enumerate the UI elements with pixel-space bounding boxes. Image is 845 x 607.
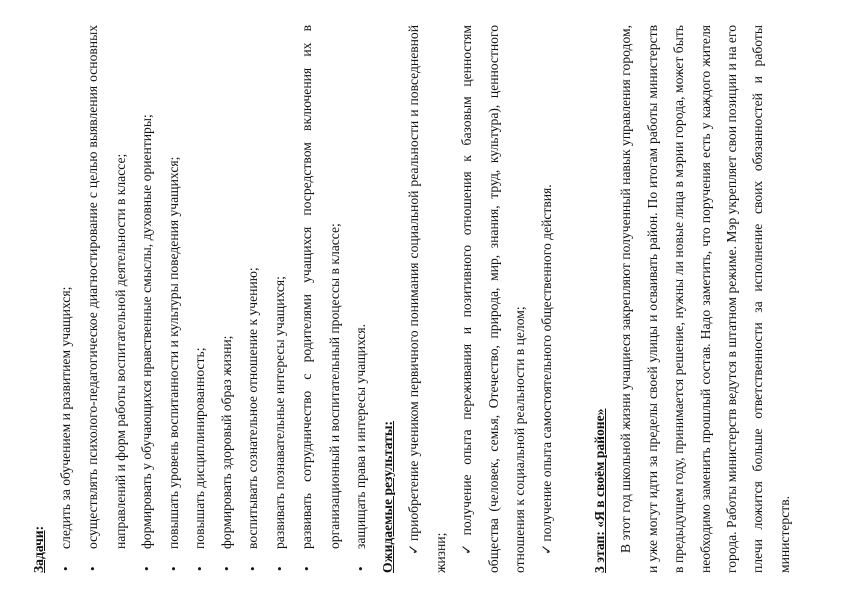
task-item: • повышать уровень воспитанности и культуры поведения учащихся; <box>161 25 188 573</box>
result-item <box>534 25 561 573</box>
tasks-section <box>26 25 375 573</box>
task-item: • развивать познавательные интересы учащихся; <box>267 25 294 573</box>
check-icon: ✓ <box>459 537 474 555</box>
results-heading: Ожидаемые результаты: <box>379 420 395 573</box>
result-item-text: приобретение учеником первичного понимания социальной реальности и повседневной жизни; <box>406 25 448 573</box>
task-item: • защищать права и интересы учащихся. <box>348 25 375 573</box>
task-item: • следить за обучением и развитием учащихся; <box>53 25 80 573</box>
stage3-section <box>587 25 798 573</box>
tasks-list <box>53 25 375 573</box>
task-item: • развивать сотрудничество с родителями учащихся посредством включения их в организационный и воспитательный процессы в классе; <box>293 25 348 573</box>
check-icon: ✓ <box>406 542 421 555</box>
document-content <box>26 25 798 573</box>
task-item: • формировать у обучающихся нравственные смыслы, духовные ориентиры; <box>134 25 161 573</box>
stage3-paragraph: В этот год школьной жизни учащиеся закрепляют полученный навык управления городом, и уже могут идти за пределы своей улицы и осваивать район. По итогам работы министерств в предыдущем году, принимается решение, нужны ли новые лица в мэрии города, может быть необходимо заменить прошлый состав. Надо заметить, что поручения есть у каждого жителя города. Работы министерств ведутся в штатном режиме. Мэр укрепляет свои позиции и на его плечи ложится больше ответственности за исполнение своих обязанностей и работы министерств. <box>618 25 792 573</box>
task-item: • формировать здоровый образ жизни; <box>214 25 241 573</box>
task-item: • повышать дисциплинированность; <box>187 25 214 573</box>
result-item-text: получение опыта самостоятельного общественного действия. <box>538 184 554 542</box>
results-section <box>375 25 561 573</box>
task-item: • осуществлять психолого-педагогическое диагностирование с целью выявления основных направлений и форм работы воспитательной деятельности в классе; <box>79 25 134 573</box>
result-item <box>454 25 534 573</box>
result-item-text: получение опыта переживания и позитивного отношения к базовым ценностям общества (человек, семья, Отечество, природа, мир, знания, труд, культура), ценностного отношения к социальной реальности в целом; <box>459 25 527 573</box>
tasks-heading: Задачи <box>31 530 46 573</box>
result-item <box>401 25 454 573</box>
task-item: • воспитывать сознательное отношение к учению; <box>240 25 267 573</box>
check-icon: ✓ <box>538 543 554 555</box>
tasks-heading-line: Задачи: <box>31 525 46 573</box>
section-spacer <box>560 25 587 573</box>
stage3-heading: 3 этап: «Я в своём районе» <box>592 408 607 573</box>
